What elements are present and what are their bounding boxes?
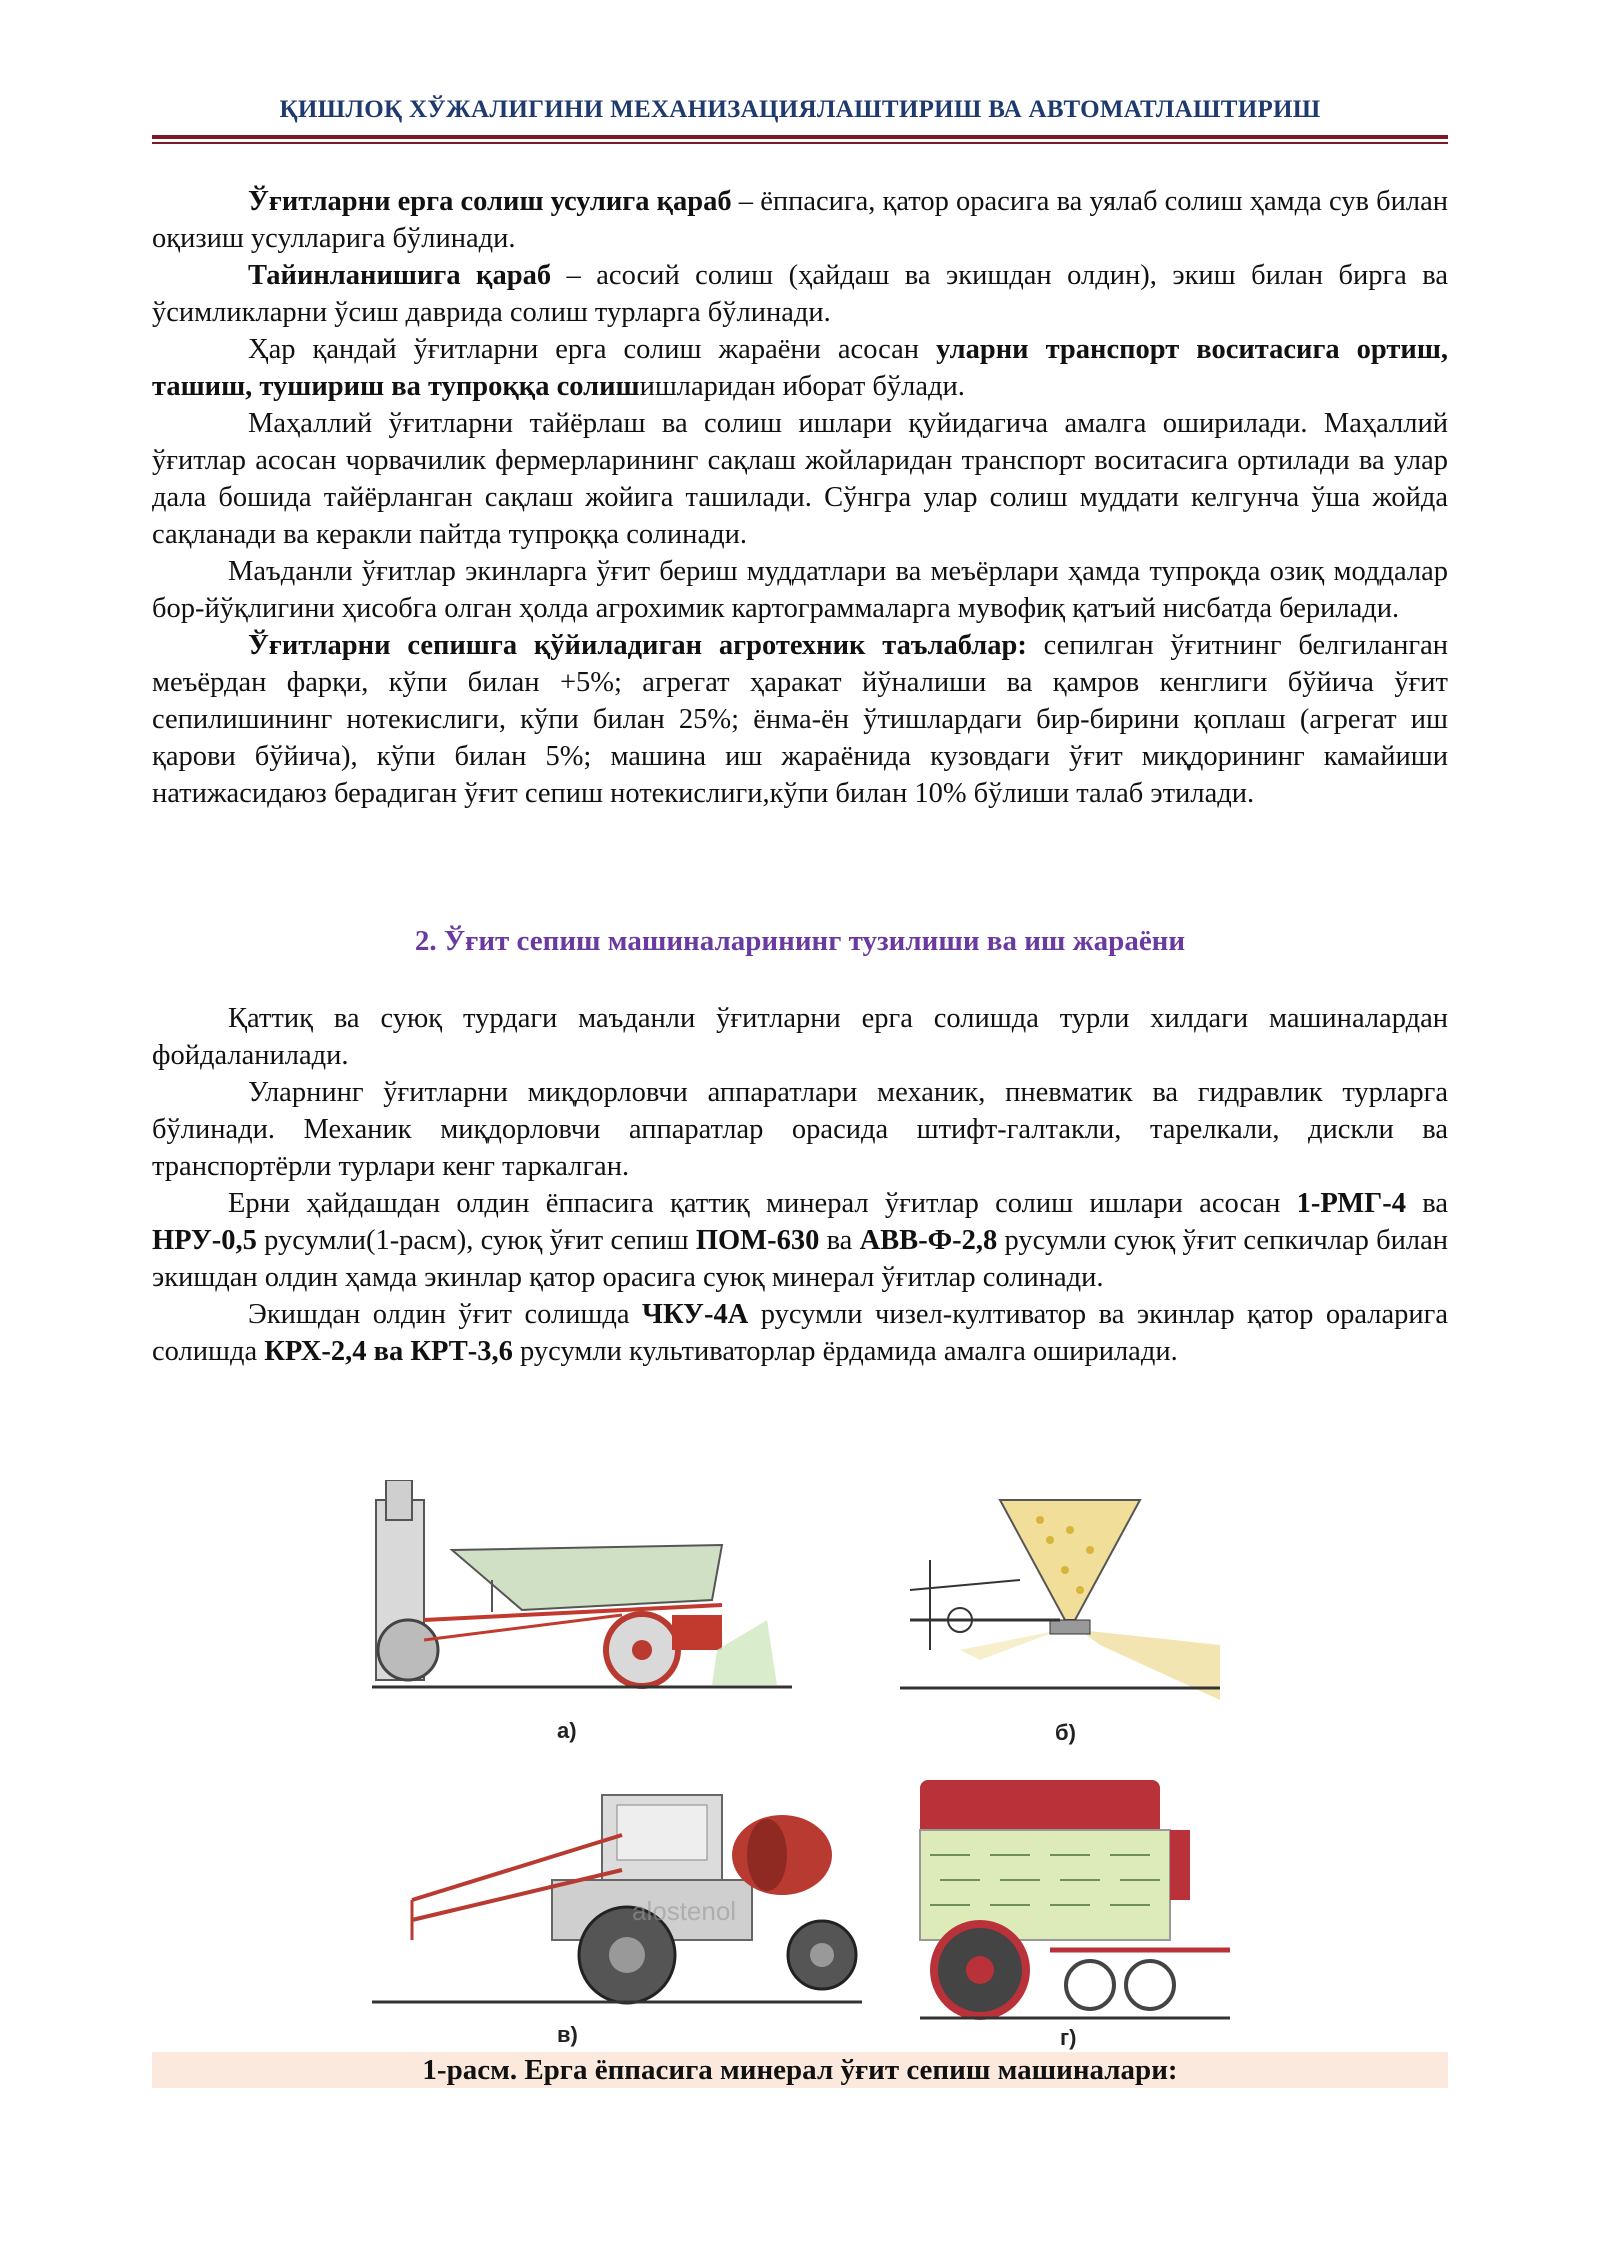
section-heading: 2. Ўғит сепиш машиналарининг тузилиши ва иш жараёни [414, 925, 1186, 957]
figure-a-spreader [372, 1480, 812, 1750]
figure-caption: 1-расм. Ерга ёппасига минерал ўғит сепиш машиналари: [152, 2052, 1448, 2088]
paragraph-2: Тайинланишига қараб – асосий солиш (ҳайдаш ва экишдан олдин), экиш билан бирга ва ўсимликларни ўсиш даврида солиш турларга бўлинади. [152, 260, 1449, 328]
figure-c-watermark: alostenol [632, 1896, 737, 1926]
body-text-block-1 [152, 183, 1448, 812]
header-rule-thin [152, 142, 1448, 144]
figure-c-sprayer [372, 1780, 872, 2050]
paragraph-9: Ерни ҳайдашдан олдин ёппасига қаттиқ минерал ўғитлар солиш ишлари асосан 1-РМГ-4 ва НРУ-0,5 русумли(1-расм), суюқ ўғит сепиш ПОМ-630 ва АВВ-Ф-2,8 русумли суюқ ўғит сепкичлар билан экишдан олдин ҳамда экинлар қатор орасига суюқ минерал ўғитлар солинади. [152, 1188, 1449, 1293]
body-text-block-2 [152, 1000, 1448, 1370]
header-rule-thick [152, 135, 1448, 139]
paragraph-1: Ўғитларни ерга солиш усулига қараб – ёппасига, қатор орасига ва уялаб солиш ҳамда сув билан оқизиш усулларига бўлинади. [152, 186, 1448, 254]
figure-b-label: б) [1055, 1720, 1076, 1745]
running-header: ҚИШЛОҚ ХЎЖАЛИГИНИ МЕХАНИЗАЦИЯЛАШТИРИШ ВА АВТОМАТЛАШТИРИШ [279, 96, 1321, 123]
figure-d-label: г) [1060, 2025, 1077, 2050]
paragraph-5: Маъданли ўғитлар экинларга ўғит бериш муддатлари ва меъёрлари ҳамда тупроқда озиқ моддалар бор-йўқлигини ҳисобга олган ҳолда агрохимик картограммаларга мувофиқ қатъий нисбатда берилади. [152, 556, 1448, 624]
figure-a-label: а) [557, 1718, 577, 1743]
paragraph-3: Ҳар қандай ўғитларни ерга солиш жараёни асосан уларни транспорт воситасига ортиш, ташиш, тушириш ва тупроққа солишишларидан иборат бўлади. [152, 334, 1449, 402]
paragraph-6: Ўғитларни сепишга қўйиладиган агротехник таълаблар: сепилган ўғитнинг белгиланган меъёрдан фарқи, кўпи билан +5%; агрегат ҳаракат йўналиши ва қамров кенглиги бўйича ўғит сепилишининг нотекислиги, кўпи билан 25%; ёнма-ён ўтишлардаги бир-бирини қоплаш (агрегат иш қарови бўйича), кўпи билан 5%; машина иш жараёнида кузовдаги ўғит миқдорининг камайиши натижасидаюз берадиган ўғит сепиш нотекислиги,кўпи билан 10% бўлиши талаб этилади. [152, 630, 1448, 809]
paragraph-7: Қаттиқ ва суюқ турдаги маъданли ўғитларни ерга солишда турли хилдаги машиналардан фойдаланилади. [152, 1003, 1448, 1071]
figure-b-spreader [900, 1480, 1230, 1750]
figure-d-tank [900, 1770, 1240, 2050]
paragraph-10: Экишдан олдин ўғит солишда ЧКУ-4А русумли чизел-култиватор ва экинлар қатор ораларига солишда КРХ-2,4 ва КРТ-3,6 русумли культиваторлар ёрдамида амалга оширилади. [152, 1299, 1448, 1367]
paragraph-8: Уларнинг ўғитларни миқдорловчи аппаратлари механик, пневматик ва гидравлик турларга бўлинади. Механик миқдорловчи аппаратлар орасида штифт-галтакли, тарелкали, дискли ва транспортёрли турлари кенг таркалган. [152, 1077, 1448, 1182]
figure-c-label: в) [557, 2022, 578, 2047]
paragraph-4: Маҳаллий ўғитларни тайёрлаш ва солиш ишлари қуйидагича амалга оширилади. Маҳаллий ўғитлар асосан чорвачилик фермерларининг сақлаш жойларидан транспорт воситасига ортилади ва улар дала бошида тайёрланган сақлаш жойига ташилади. Сўнгра улар солиш муддати келгунча ўша жойда сақланади ва керакли пайтда тупроққа солинади. [152, 408, 1448, 550]
